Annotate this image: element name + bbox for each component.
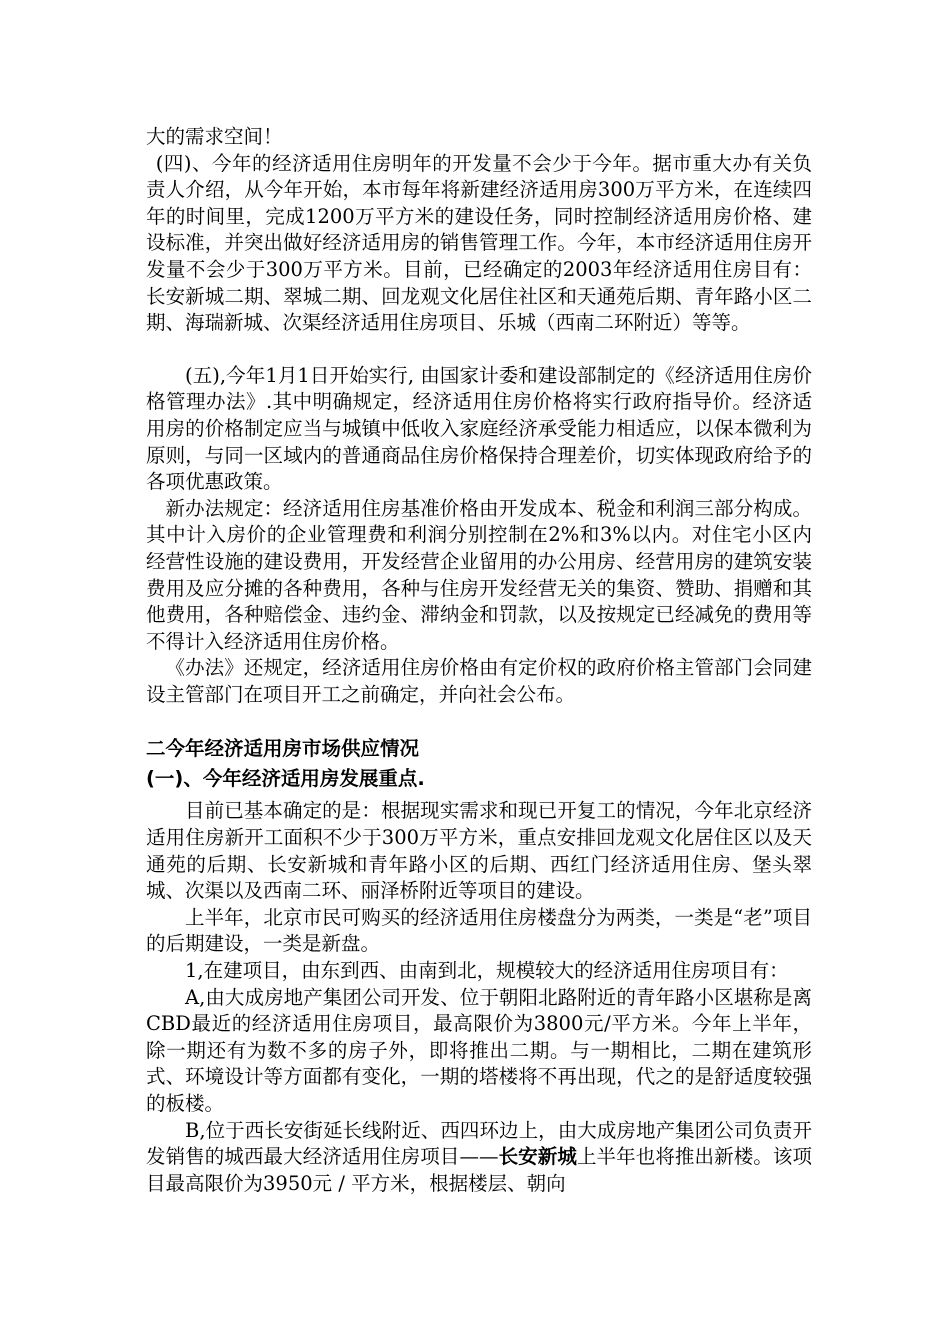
paragraph-first-half: 上半年，北京市民可购买的经济适用住房楼盘分为两类，一类是“老”项目的后期建设，一类是新盘。 [146, 905, 812, 956]
subsection-heading-focus: (一)、今年经济适用房发展重点. [146, 767, 425, 791]
paragraph-demand-space: 大的需求空间！ [146, 125, 283, 148]
paragraph-project-a: A,由大成房地产集团公司开发、位于朝阳北路附近的青年路小区堪称是离CBD最近的经济适用住房项目，最高限价为3800元/平方米。今年上半年，除一期还有为数不多的房子外，即将推出二期。与一期相比，二期在建筑形式、环境设计等方面都有变化，一期的塔楼将不再出现，代之的是舒适度较强的板楼。 [146, 985, 812, 1115]
project-b-text-start: B,位于西长安街延长线附近、西四环边上，由大成房地产集团公司负责开发销售的城西最大经济适用住房项目—— [146, 1118, 812, 1169]
project-b-name-bold: 长安新城 [498, 1145, 577, 1169]
paragraph-section-four: (四)、今年的经济适用住房明年的开发量不会少于今年。据市重大办有关负责人介绍，从今年开始，本市每年将新建经济适用房300万平方米，在连续四年的时间里，完成1200万平方米的建设任务，同时控制经济适用房价格、建设标准，并突出做好经济适用房的销售管理工作。今年，本市经济适用住房开发量不会少于300万平方米。目前，已经确定的2003年经济适用住房目有：长安新城二期、翠城二期、回龙观文化居住社区和天通苑后期、青年路小区二期、海瑞新城、次渠经济适用住房项目、乐城（西南二环附近）等等。 [146, 151, 812, 335]
project-b-text-end: 上半年也将推出新楼。该项目最高限价为3950元 / 平方米，根据楼层、朝向 [146, 1145, 812, 1195]
paragraph-gap [146, 708, 812, 734]
paragraph-project-b [146, 1118, 812, 1198]
paragraph-confirmed-plan: 目前已基本确定的是：根据现实需求和现已开复工的情况，今年北京经济适用住房新开工面积不少于300万平方米，重点安排回龙观文化居住区以及天通苑的后期、长安新城和青年路小区的后期、西红门经济适用住房、堡头翠城、次渠以及西南二环、丽泽桥附近等项目的建设。 [146, 799, 812, 903]
paragraph-measures: 《办法》还规定，经济适用住房价格由有定价权的政府价格主管部门会同建设主管部门在项目开工之前确定，并向社会公布。 [146, 656, 812, 706]
paragraph-section-five: (五),今年1月1日开始实行, 由国家计委和建设部制定的《经济适用住房价格管理办法》.其中明确规定，经济适用住房价格将实行政府指导价。经济适用房的价格制定应当与城镇中低收入家庭经济承受能力相适应，以保本微利为原则，与同一区域内的普通商品住房价格保持合理差价，切实体现政府给予的各项优惠政策。 [146, 363, 812, 494]
document-page [146, 124, 812, 1197]
section-heading-supply: 二今年经济适用房市场供应情况 [146, 737, 420, 761]
paragraph-new-rules: 新办法规定：经济适用住房基准价格由开发成本、税金和利润三部分构成。其中计入房价的企业管理费和利润分别控制在2%和3%以内。对住宅小区内经营性设施的建设费用，开发经营企业留用的办公用房、经营用房的建筑安装费用及应分摊的各种费用，各种与住房开发经营无关的集资、赞助、捐赠和其他费用，各种赔偿金、违约金、滞纳金和罚款，以及按规定已经减免的费用等不得计入经济适用住房价格。 [146, 496, 812, 653]
paragraph-gap [146, 337, 812, 363]
paragraph-projects-intro: 1,在建项目，由东到西、由南到北，规模较大的经济适用住房项目有： [185, 959, 789, 983]
